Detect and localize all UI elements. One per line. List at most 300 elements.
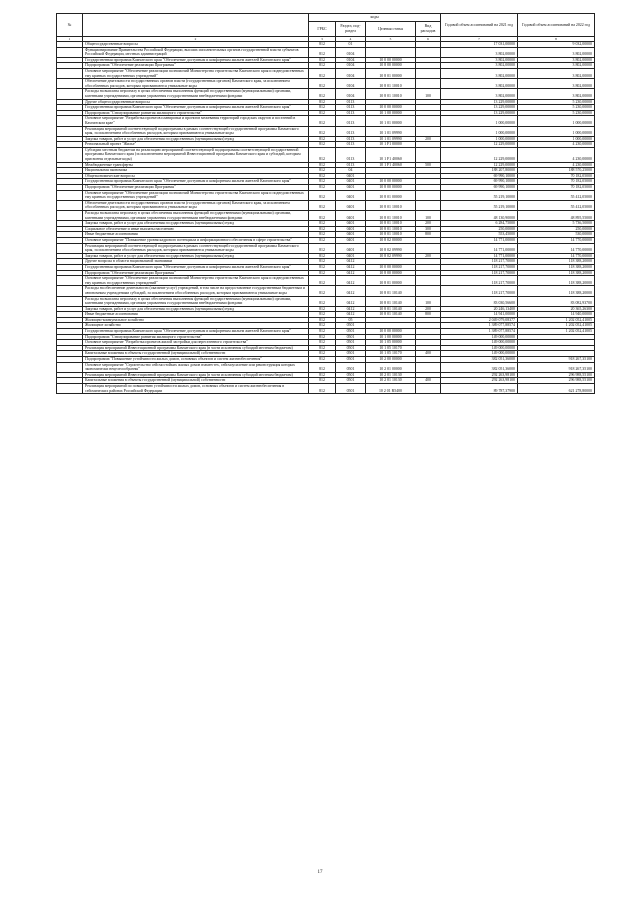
target-article-cell: 10 1 F1 40060 bbox=[366, 147, 416, 162]
table-row bbox=[57, 384, 595, 394]
item-name-cell: Национальная экономика bbox=[83, 168, 309, 174]
grbs-cell: 812 bbox=[309, 136, 336, 142]
section-cell: 0501 bbox=[336, 329, 366, 335]
section-cell: 0401 bbox=[336, 253, 366, 259]
amount-2022-cell: 918 267,35100 bbox=[518, 357, 595, 363]
target-article-cell: 10 1 00 00000 bbox=[366, 334, 416, 340]
target-article-cell: 10 8 01 10140 bbox=[366, 306, 416, 312]
section-cell: 0401 bbox=[336, 221, 366, 227]
section-cell: 0412 bbox=[336, 259, 366, 265]
row-number-cell bbox=[57, 68, 83, 78]
grbs-cell: 812 bbox=[309, 286, 336, 296]
amount-2022-cell: 3 802,00000 bbox=[518, 47, 595, 57]
amount-2021-cell: 12 229,00000 bbox=[441, 142, 518, 148]
grbs-cell: 812 bbox=[309, 63, 336, 69]
grbs-cell: 812 bbox=[309, 276, 336, 286]
expense-type-cell bbox=[416, 276, 441, 286]
item-name-cell: Подпрограмма "Повышение устойчивости жилых домов, основных объектов и систем жизнеобеспечения" bbox=[83, 357, 309, 363]
row-number-cell bbox=[57, 126, 83, 136]
item-name-cell: Закупка товаров, работ и услуг для обеспечения государственных (муниципальных) нужд bbox=[83, 306, 309, 312]
target-article-cell: 10 1 01 09990 bbox=[366, 126, 416, 136]
item-name-cell: Закупка товаров, работ и услуг для обеспечения государственных (муниципальных) нужд bbox=[83, 253, 309, 259]
amount-2022-cell: 14 940,00000 bbox=[518, 312, 595, 318]
row-number-cell bbox=[57, 362, 83, 372]
expense-type-cell bbox=[416, 200, 441, 210]
item-name-cell: Реализация мероприятий по повышению устойчивости жилых домов, основных объектов и систем жизнеобеспечения в сейсмических районах Российской Федерации bbox=[83, 384, 309, 394]
column-index-cell: 2 bbox=[83, 37, 309, 42]
row-number-cell bbox=[57, 200, 83, 210]
item-name-cell: Государственная программа Камчатского края "Обеспечение доступным и комфортным жильем жителей Камчатского края" bbox=[83, 329, 309, 335]
section-cell: 0412 bbox=[336, 270, 366, 276]
amount-2021-cell: 13 229,00000 bbox=[441, 105, 518, 111]
section-cell: 0104 bbox=[336, 57, 366, 63]
amount-2022-cell: 296 988,55100 bbox=[518, 378, 595, 384]
target-article-cell: 10 1 F1 00000 bbox=[366, 142, 416, 148]
amount-2022-cell: 3 802,00000 bbox=[518, 63, 595, 69]
amount-2021-cell: 55 219,10000 bbox=[441, 190, 518, 200]
item-name-cell: Обеспечение деятельности государственных органов власти (государственных органов) Камчатского края, за исключением обособленных расходов, которым присваиваются уникальные коды bbox=[83, 200, 309, 210]
target-article-cell: 10 8 01 10010 bbox=[366, 89, 416, 99]
grbs-cell: 812 bbox=[309, 232, 336, 238]
target-article-cell: 10 0 00 00000 bbox=[366, 179, 416, 185]
amount-2022-cell: 55 412,05000 bbox=[518, 200, 595, 210]
section-cell: 0401 bbox=[336, 211, 366, 221]
expense-type-cell bbox=[416, 116, 441, 126]
header-codes: коды bbox=[309, 14, 441, 22]
amount-2021-cell: 250,00000 bbox=[441, 226, 518, 232]
amount-2022-cell: 118 388,20000 bbox=[518, 264, 595, 270]
section-cell: 0113 bbox=[336, 110, 366, 116]
grbs-cell: 812 bbox=[309, 68, 336, 78]
amount-2021-cell: 149 000,00000 bbox=[441, 351, 518, 357]
item-name-cell: Иные бюджетные ассигнования bbox=[83, 232, 309, 238]
grbs-cell: 812 bbox=[309, 243, 336, 253]
grbs-cell: 812 bbox=[309, 372, 336, 378]
grbs-cell: 812 bbox=[309, 296, 336, 306]
amount-2021-cell: 118 217,70000 bbox=[441, 286, 518, 296]
grbs-cell: 812 bbox=[309, 329, 336, 335]
amount-2022-cell: 118 388,20000 bbox=[518, 270, 595, 276]
section-cell: 0501 bbox=[336, 340, 366, 346]
table-row bbox=[57, 200, 595, 210]
amount-2022-cell: 5 736,50000 bbox=[518, 221, 595, 227]
item-name-cell: Расходы на выплаты персоналу в целях обеспечения выполнения функций государственными (муниципальными) органами, казенными учреждениями, органами управления государственными внебюджетными фондами bbox=[83, 89, 309, 99]
column-index-cell: 5 bbox=[366, 37, 416, 42]
grbs-cell: 812 bbox=[309, 105, 336, 111]
expense-type-cell bbox=[416, 47, 441, 57]
budget-allocation-table bbox=[56, 13, 595, 394]
amount-2021-cell: 14 771,00000 bbox=[441, 243, 518, 253]
row-number-cell bbox=[57, 384, 83, 394]
amount-2022-cell: 118 388,20000 bbox=[518, 286, 595, 296]
expense-type-cell bbox=[416, 190, 441, 200]
grbs-cell: 812 bbox=[309, 147, 336, 162]
amount-2021-cell: 3 802,00000 bbox=[441, 47, 518, 57]
amount-2022-cell: 118 388,20000 bbox=[518, 276, 595, 286]
amount-2021-cell: 83 030,56600 bbox=[441, 296, 518, 306]
grbs-cell: 812 bbox=[309, 378, 336, 384]
amount-2021-cell: 20 246,13400 bbox=[441, 306, 518, 312]
amount-2022-cell: 250,00000 bbox=[518, 226, 595, 232]
amount-2021-cell: 3 802,00000 bbox=[441, 79, 518, 89]
amount-2021-cell: 2 049 079,08377 bbox=[441, 317, 518, 323]
section-cell: 0113 bbox=[336, 162, 366, 168]
table-row bbox=[57, 68, 595, 78]
amount-2021-cell: 1 389 077,88574 bbox=[441, 329, 518, 335]
section-cell: 0412 bbox=[336, 296, 366, 306]
amount-2021-cell: 55 219,10000 bbox=[441, 200, 518, 210]
item-name-cell: Жилищное хозяйство bbox=[83, 323, 309, 329]
header-plan-2021: Годовой объем ассигнований на 2021 год bbox=[441, 14, 518, 37]
item-name-cell: Государственная программа Камчатского края "Обеспечение доступным и комфортным жильем жителей Камчатского края" bbox=[83, 264, 309, 270]
expense-type-cell bbox=[416, 362, 441, 372]
grbs-cell: 812 bbox=[309, 317, 336, 323]
section-cell: 0401 bbox=[336, 232, 366, 238]
grbs-cell: 812 bbox=[309, 42, 336, 48]
table-body bbox=[57, 42, 595, 394]
grbs-cell: 812 bbox=[309, 126, 336, 136]
item-name-cell: Социальное обеспечение и иные выплаты населению bbox=[83, 226, 309, 232]
amount-2021-cell: 3 802,00000 bbox=[441, 63, 518, 69]
section-cell: 0401 bbox=[336, 179, 366, 185]
item-name-cell: Подпрограмма "Стимулирование развития жилищного строительства" bbox=[83, 110, 309, 116]
header-expense-type: Вид расходов bbox=[416, 22, 441, 37]
target-article-cell: 10 8 00 00000 bbox=[366, 185, 416, 191]
grbs-cell: 812 bbox=[309, 306, 336, 312]
expense-type-cell: 100 bbox=[416, 211, 441, 221]
table-row bbox=[57, 276, 595, 286]
amount-2021-cell: 14 771,00000 bbox=[441, 237, 518, 243]
expense-type-cell bbox=[416, 79, 441, 89]
target-article-cell: 10 1 01 09990 bbox=[366, 136, 416, 142]
grbs-cell: 812 bbox=[309, 345, 336, 351]
section-cell: 0401 bbox=[336, 237, 366, 243]
grbs-cell: 812 bbox=[309, 179, 336, 185]
amount-2022-cell: 1 000,00000 bbox=[518, 126, 595, 136]
row-number-cell bbox=[57, 89, 83, 99]
item-name-cell: Государственная программа Камчатского края "Обеспечение доступным и комфортным жильем жителей Камчатского края" bbox=[83, 179, 309, 185]
amount-2022-cell: 70 182,05000 bbox=[518, 185, 595, 191]
amount-2022-cell: 55 412,05000 bbox=[518, 190, 595, 200]
amount-2022-cell: 621 278,80000 bbox=[518, 384, 595, 394]
amount-2021-cell: 3 802,00000 bbox=[441, 57, 518, 63]
amount-2022-cell: 1 202 052,41005 bbox=[518, 317, 595, 323]
expense-type-cell: 400 bbox=[416, 351, 441, 357]
item-name-cell: Основное мероприятие "Повышение уровня кадрового потенциала и информационного обеспечения в сфере строительства" bbox=[83, 237, 309, 243]
target-article-cell: 10 2 01 10130 bbox=[366, 372, 416, 378]
target-article-cell: 10 1 05 00000 bbox=[366, 340, 416, 346]
header-target-article: Целевая статья bbox=[366, 22, 416, 37]
section-cell: 0412 bbox=[336, 312, 366, 318]
target-article-cell: 10 8 01 10010 bbox=[366, 79, 416, 89]
grbs-cell: 812 bbox=[309, 57, 336, 63]
table-row bbox=[57, 211, 595, 221]
amount-2021-cell: 1 389 077,88574 bbox=[441, 323, 518, 329]
item-name-cell: Реализация мероприятий соответствующей подпрограммы в рамках соответствующей государственной программы Камчатского края, за исключением обособленных расходов, которым присваиваются уникальные коды bbox=[83, 126, 309, 136]
expense-type-cell: 800 bbox=[416, 312, 441, 318]
item-name-cell: Другие вопросы в области национальной экономики bbox=[83, 259, 309, 265]
amount-2021-cell: 292 263,98100 bbox=[441, 378, 518, 384]
amount-2022-cell: 70 182,05000 bbox=[518, 179, 595, 185]
item-name-cell: Расходы на обеспечение деятельности (оказание услуг) учреждений, в том числе на предоставление государственным бюджетным и автономным учреждениям субсидий, за исключением обособленных расходов, которым присваиваются уникальные коды bbox=[83, 286, 309, 296]
grbs-cell: 812 bbox=[309, 334, 336, 340]
table-row bbox=[57, 79, 595, 89]
amount-2021-cell: 149 000,00000 bbox=[441, 334, 518, 340]
section-cell: 0501 bbox=[336, 372, 366, 378]
section-cell: 0401 bbox=[336, 173, 366, 179]
section-cell: 01 bbox=[336, 42, 366, 48]
expense-type-cell bbox=[416, 147, 441, 162]
amount-2021-cell: 118 217,70000 bbox=[441, 264, 518, 270]
section-cell: 0401 bbox=[336, 190, 366, 200]
item-name-cell: Основное мероприятие "Обеспечение реализации полномочий Министерства строительства Камчатского края и подведомственных ему краевых государственных учреждений" bbox=[83, 190, 309, 200]
row-number-cell bbox=[57, 116, 83, 126]
amount-2021-cell: 3 802,00000 bbox=[441, 68, 518, 78]
section-cell: 0501 bbox=[336, 378, 366, 384]
section-cell: 0412 bbox=[336, 276, 366, 286]
table-row bbox=[57, 190, 595, 200]
target-article-cell: 10 8 00 00000 bbox=[366, 63, 416, 69]
expense-type-cell: 100 bbox=[416, 89, 441, 99]
grbs-cell: 812 bbox=[309, 173, 336, 179]
target-article-cell: 10 8 01 10010 bbox=[366, 211, 416, 221]
item-name-cell: Реализация мероприятий Инвестиционной программы Камчатского края (в части исключения субсидий местным бюджетам) bbox=[83, 372, 309, 378]
grbs-cell: 812 bbox=[309, 237, 336, 243]
amount-2021-cell: 69 990,10000 bbox=[441, 173, 518, 179]
grbs-cell: 812 bbox=[309, 221, 336, 227]
section-cell: 0113 bbox=[336, 142, 366, 148]
amount-2022-cell: 3 802,00000 bbox=[518, 68, 595, 78]
amount-2021-cell: 118 217,70000 bbox=[441, 270, 518, 276]
table-row bbox=[57, 243, 595, 253]
grbs-cell: 812 bbox=[309, 270, 336, 276]
amount-2021-cell: 149 000,00000 bbox=[441, 345, 518, 351]
section-cell: 0113 bbox=[336, 105, 366, 111]
table-row bbox=[57, 147, 595, 162]
target-article-cell: 10 8 00 00000 bbox=[366, 270, 416, 276]
amount-2022-cell: 4 230,00000 bbox=[518, 142, 595, 148]
amount-2021-cell: 12 229,00000 bbox=[441, 147, 518, 162]
item-name-cell: Государственная программа Камчатского края "Обеспечение доступным и комфортным жильем жителей Камчатского края" bbox=[83, 57, 309, 63]
amount-2022-cell: 4 230,00000 bbox=[518, 162, 595, 168]
amount-2022-cell: 1 000,00000 bbox=[518, 116, 595, 126]
amount-2021-cell: 6 284,75000 bbox=[441, 221, 518, 227]
table-row bbox=[57, 286, 595, 296]
amount-2021-cell: 188 207,80000 bbox=[441, 168, 518, 174]
target-article-cell: 10 8 02 09990 bbox=[366, 253, 416, 259]
target-article-cell: 10 2 01 R5400 bbox=[366, 384, 416, 394]
section-cell: 0113 bbox=[336, 136, 366, 142]
amount-2022-cell: 14 770,00000 bbox=[518, 237, 595, 243]
section-cell: 0501 bbox=[336, 345, 366, 351]
amount-2022-cell: 1 000,00000 bbox=[518, 136, 595, 142]
target-article-cell: 10 0 00 00000 bbox=[366, 57, 416, 63]
amount-2021-cell: 382 051,36000 bbox=[441, 362, 518, 372]
grbs-cell: 812 bbox=[309, 362, 336, 372]
section-cell: 0104 bbox=[336, 89, 366, 99]
section-cell: 0104 bbox=[336, 79, 366, 89]
amount-2022-cell: 1 202 052,41005 bbox=[518, 329, 595, 335]
target-article-cell: 10 0 00 00000 bbox=[366, 329, 416, 335]
target-article-cell: 10 8 01 10140 bbox=[366, 312, 416, 318]
amount-2022-cell: 5 230,00000 bbox=[518, 110, 595, 116]
column-index-cell: 8 bbox=[518, 37, 595, 42]
target-article-cell: 10 0 00 00000 bbox=[366, 105, 416, 111]
amount-2022-cell: 118 388,20000 bbox=[518, 259, 595, 265]
section-cell: 0412 bbox=[336, 286, 366, 296]
amount-2022-cell: 296 988,55100 bbox=[518, 372, 595, 378]
target-article-cell: 10 8 01 10010 bbox=[366, 232, 416, 238]
row-number-cell bbox=[57, 296, 83, 306]
amount-2022-cell: 3 802,00000 bbox=[518, 79, 595, 89]
amount-2021-cell: 1 000,00000 bbox=[441, 136, 518, 142]
grbs-cell: 812 bbox=[309, 253, 336, 259]
item-name-cell: Основное мероприятие "Разработка проектов жилой застройки для переселенного строительства" bbox=[83, 340, 309, 346]
row-number-cell bbox=[57, 276, 83, 286]
grbs-cell: 812 bbox=[309, 226, 336, 232]
amount-2021-cell: 12 229,00000 bbox=[441, 162, 518, 168]
amount-2022-cell: 4 230,00000 bbox=[518, 147, 595, 162]
amount-2021-cell: 1 000,00000 bbox=[441, 116, 518, 126]
grbs-cell: 812 bbox=[309, 357, 336, 363]
header-grbs: ГРБС bbox=[309, 22, 336, 37]
item-name-cell: Основное мероприятие "Разработка проектов планировки и проектов межевания территорий городских округов и поселений в Камчатском крае" bbox=[83, 116, 309, 126]
target-article-cell: 10 1 05 10170 bbox=[366, 345, 416, 351]
grbs-cell: 812 bbox=[309, 89, 336, 99]
amount-2022-cell: 3 802,00000 bbox=[518, 89, 595, 99]
target-article-cell: 10 8 01 00000 bbox=[366, 276, 416, 286]
amount-2021-cell: 118 217,70000 bbox=[441, 276, 518, 286]
column-index-cell: 1 bbox=[57, 37, 83, 42]
header-section: Раздел, под-раздел bbox=[336, 22, 366, 37]
page-number: 17 bbox=[317, 870, 323, 875]
item-name-cell: Расходы на выплаты персоналу в целях обеспечения выполнения функций государственными (муниципальными) органами, казенными учреждениями, органами управления государственными внебюджетными фондами bbox=[83, 296, 309, 306]
column-index-cell: 4 bbox=[336, 37, 366, 42]
expense-type-cell bbox=[416, 243, 441, 253]
target-article-cell: 10 8 01 10010 bbox=[366, 221, 416, 227]
expense-type-cell: 200 bbox=[416, 253, 441, 259]
amount-2022-cell: 5 230,00000 bbox=[518, 99, 595, 105]
item-name-cell: Функционирование Правительства Российской Федерации, высших исполнительных органов государственной власти субъектов Российской Федерации, местных администраций bbox=[83, 47, 309, 57]
target-article-cell bbox=[366, 47, 416, 57]
amount-2022-cell: 5 230,00000 bbox=[518, 105, 595, 111]
item-name-cell: Государственная программа Камчатского края "Обеспечение доступным и комфортным жильем жителей Камчатского края" bbox=[83, 105, 309, 111]
grbs-cell: 812 bbox=[309, 168, 336, 174]
table-row bbox=[57, 116, 595, 126]
section-cell: 0401 bbox=[336, 226, 366, 232]
amount-2021-cell: 48 130,90000 bbox=[441, 211, 518, 221]
item-name-cell: Жилищно-коммунальное хозяйство bbox=[83, 317, 309, 323]
table-row bbox=[57, 296, 595, 306]
section-cell: 0501 bbox=[336, 384, 366, 394]
amount-2021-cell: 553,45000 bbox=[441, 232, 518, 238]
section-cell: 0401 bbox=[336, 185, 366, 191]
target-article-cell: 10 2 01 00000 bbox=[366, 362, 416, 372]
grbs-cell: 812 bbox=[309, 200, 336, 210]
target-article-cell: 10 8 01 00000 bbox=[366, 190, 416, 200]
item-name-cell: Другие общегосударственные вопросы bbox=[83, 99, 309, 105]
section-cell: 05 bbox=[336, 317, 366, 323]
section-cell: 0501 bbox=[336, 351, 366, 357]
amount-2022-cell: 70 182,05000 bbox=[518, 173, 595, 179]
amount-2022-cell: 48 895,55000 bbox=[518, 211, 595, 221]
expense-type-cell: 400 bbox=[416, 378, 441, 384]
amount-2021-cell: 3 802,00000 bbox=[441, 89, 518, 99]
target-article-cell: 10 1 01 00000 bbox=[366, 116, 416, 126]
row-number-cell bbox=[57, 286, 83, 296]
amount-2021-cell: 13 229,00000 bbox=[441, 110, 518, 116]
item-name-cell: Подпрограмма "Обеспечение реализации Программы" bbox=[83, 63, 309, 69]
target-article-cell: 10 8 01 10010 bbox=[366, 200, 416, 210]
amount-2021-cell: 149 000,00000 bbox=[441, 340, 518, 346]
table-row bbox=[57, 47, 595, 57]
section-cell: 0104 bbox=[336, 68, 366, 78]
grbs-cell: 812 bbox=[309, 211, 336, 221]
column-index-cell: 6 bbox=[416, 37, 441, 42]
amount-2021-cell: 89 787,37900 bbox=[441, 384, 518, 394]
amount-2021-cell: 13 229,00000 bbox=[441, 99, 518, 105]
amount-2021-cell: 69 990,10000 bbox=[441, 185, 518, 191]
expense-type-cell: 300 bbox=[416, 226, 441, 232]
item-name-cell: Основное мероприятие "Обеспечение реализации полномочий Министерства строительства Камчатского края и подведомственных ему краевых государственных учреждений" bbox=[83, 68, 309, 78]
amount-2022-cell: 1 202 052,41005 bbox=[518, 323, 595, 329]
target-article-cell: 10 8 01 10010 bbox=[366, 226, 416, 232]
target-article-cell: 10 8 02 00000 bbox=[366, 237, 416, 243]
section-cell: 0113 bbox=[336, 147, 366, 162]
table-row bbox=[57, 362, 595, 372]
grbs-cell: 812 bbox=[309, 162, 336, 168]
section-cell: 0501 bbox=[336, 334, 366, 340]
amount-2022-cell: 918 267,35100 bbox=[518, 362, 595, 372]
amount-2022-cell: 14 770,00000 bbox=[518, 253, 595, 259]
grbs-cell: 812 bbox=[309, 110, 336, 116]
amount-2021-cell: 14 941,00000 bbox=[441, 312, 518, 318]
table-row bbox=[57, 89, 595, 99]
amount-2021-cell: 69 990,10000 bbox=[441, 179, 518, 185]
item-name-cell: Подпрограмма "Стимулирование развития жилищного строительства" bbox=[83, 334, 309, 340]
amount-2022-cell: 188 570,25000 bbox=[518, 168, 595, 174]
header-number: № bbox=[57, 14, 83, 37]
item-name-cell: Субсидии местным бюджетам на реализацию мероприятий соответствующей подпрограммы соответствующей государственной программы Камчатского края (за исключением мероприятий Инвестиционной программы Камчатского края и субсидий, которым присвоены отдельные коды) bbox=[83, 147, 309, 162]
item-name-cell: Капитальные вложения в объекты государственной (муниципальной) собственности bbox=[83, 378, 309, 384]
target-article-cell: 10 0 00 00000 bbox=[366, 264, 416, 270]
grbs-cell: 812 bbox=[309, 340, 336, 346]
item-name-cell: Подпрограмма "Обеспечение реализации Программы" bbox=[83, 270, 309, 276]
expense-type-cell bbox=[416, 126, 441, 136]
grbs-cell: 812 bbox=[309, 351, 336, 357]
expense-type-cell: 200 bbox=[416, 306, 441, 312]
grbs-cell: 812 bbox=[309, 384, 336, 394]
grbs-cell: 812 bbox=[309, 190, 336, 200]
item-name-cell: Реализация мероприятий соответствующей подпрограммы в рамках соответствующей государственной программы Камчатского края, за исключением обособленных расходов, которым присваиваются уникальные коды bbox=[83, 243, 309, 253]
expense-type-cell: 200 bbox=[416, 136, 441, 142]
amount-2021-cell: 17 031,00000 bbox=[441, 42, 518, 48]
column-index-cell: 7 bbox=[441, 37, 518, 42]
amount-2021-cell: 382 051,36000 bbox=[441, 357, 518, 363]
item-name-cell: Подпрограмма "Обеспечение реализации Программы" bbox=[83, 185, 309, 191]
expense-type-cell bbox=[416, 286, 441, 296]
grbs-cell: 812 bbox=[309, 116, 336, 126]
grbs-cell: 812 bbox=[309, 323, 336, 329]
item-name-cell: Обеспечение деятельности государственных органов власти (государственных органов) Камчатского края, за исключением обособленных расходов, которым присваиваются уникальные коды bbox=[83, 79, 309, 89]
section-cell: 0501 bbox=[336, 362, 366, 372]
item-name-cell: Основное мероприятие "Строительство сейсмостойких жилых домов взамен тех, сейсмоусиление или реконструкция которых экономически нецелесообразны" bbox=[83, 362, 309, 372]
grbs-cell: 812 bbox=[309, 185, 336, 191]
amount-2021-cell: 292 263,98100 bbox=[441, 372, 518, 378]
section-cell: 0401 bbox=[336, 243, 366, 253]
target-article-cell: 10 8 01 00000 bbox=[366, 68, 416, 78]
grbs-cell: 812 bbox=[309, 264, 336, 270]
